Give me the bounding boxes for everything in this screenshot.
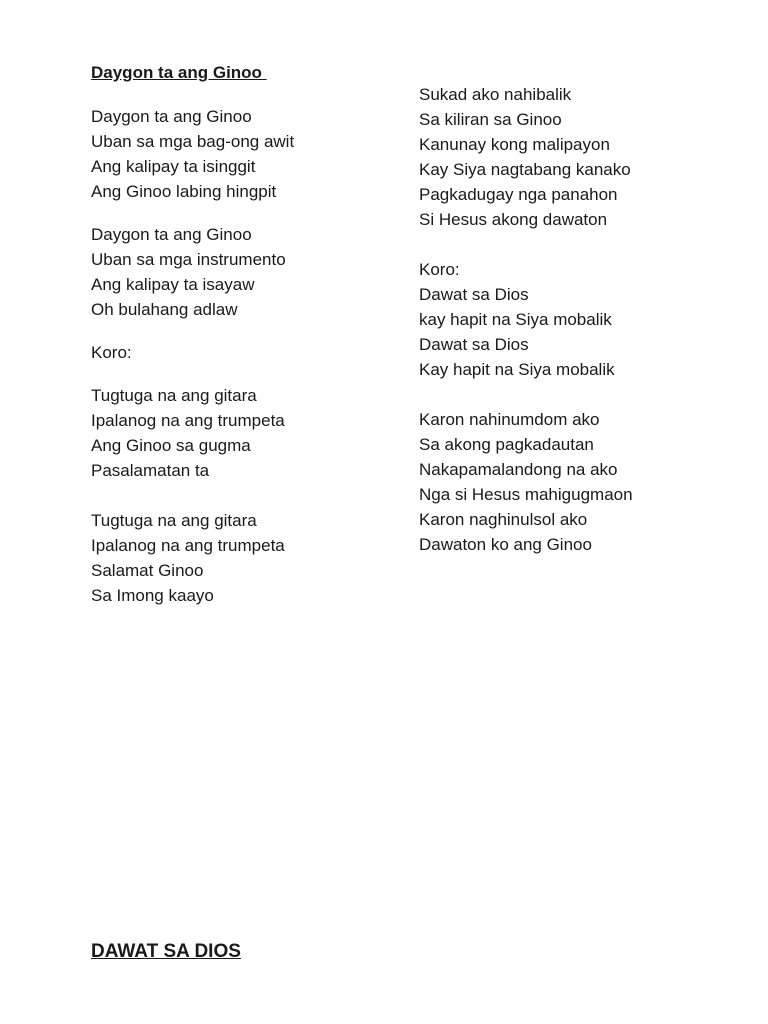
next-song-title: DAWAT SA DIOS <box>91 941 241 962</box>
lyric-line: Ipalanog na ang trumpeta <box>91 536 285 555</box>
lyric-line: Tugtuga na ang gitara <box>91 511 257 530</box>
lyric-line: Oh bulahang adlaw <box>91 300 238 319</box>
lyric-line: Kay Siya nagtabang kanako <box>419 160 631 179</box>
lyric-line: Pasalamatan ta <box>91 461 210 480</box>
left-stanzas <box>91 104 411 608</box>
stanza <box>91 222 411 322</box>
song-title: Daygon ta ang Ginoo <box>91 63 267 82</box>
lyric-line: Sukad ako nahibalik <box>419 85 572 104</box>
lyric-line: Karon nahinumdom ako <box>419 410 600 429</box>
lyric-line: Salamat Ginoo <box>91 561 204 580</box>
lyric-line: Ang Ginoo labing hingpit <box>91 182 277 201</box>
lyric-line: Ang kalipay ta isinggit <box>91 157 256 176</box>
lyric-line: Tugtuga na ang gitara <box>91 386 257 405</box>
lyric-line: Daygon ta ang Ginoo <box>91 107 252 126</box>
lyric-line: Nakapamalandong na ako <box>419 460 618 479</box>
lyric-line: Ipalanog na ang trumpeta <box>91 411 285 430</box>
stanza <box>91 340 411 365</box>
lyric-line: Si Hesus akong dawaton <box>419 210 608 229</box>
right-stanzas <box>419 82 739 557</box>
lyric-line: Pagkadugay nga panahon <box>419 185 618 204</box>
right-column <box>419 82 739 557</box>
lyric-line: Karon naghinulsol ako <box>419 510 588 529</box>
left-column <box>91 60 411 608</box>
lyric-line: Sa Imong kaayo <box>91 586 214 605</box>
lyric-line: Kay hapit na Siya mobalik <box>419 360 615 379</box>
lyric-line: Uban sa mga bag-ong awit <box>91 132 295 151</box>
lyric-line: Sa kiliran sa Ginoo <box>419 110 562 129</box>
stanza <box>91 104 411 204</box>
stanza <box>91 508 411 608</box>
lyric-line: Ang kalipay ta isayaw <box>91 275 255 294</box>
lyric-line: Uban sa mga instrumento <box>91 250 286 269</box>
lyric-line: Dawat sa Dios <box>419 285 529 304</box>
stanza <box>419 407 739 557</box>
lyric-line: Nga si Hesus mahigugmaon <box>419 485 633 504</box>
lyric-line: Ang Ginoo sa gugma <box>91 436 251 455</box>
stanza <box>91 383 411 483</box>
lyric-line: kay hapit na Siya mobalik <box>419 310 612 329</box>
lyric-line: Daygon ta ang Ginoo <box>91 225 252 244</box>
lyric-line: Dawaton ko ang Ginoo <box>419 535 592 554</box>
lyric-line: Kanunay kong malipayon <box>419 135 610 154</box>
stanza <box>419 257 739 382</box>
lyric-line: Koro: <box>91 343 132 362</box>
lyric-line: Sa akong pagkadautan <box>419 435 594 454</box>
lyric-line: Koro: <box>419 260 460 279</box>
stanza <box>419 82 739 232</box>
lyric-line: Dawat sa Dios <box>419 335 529 354</box>
